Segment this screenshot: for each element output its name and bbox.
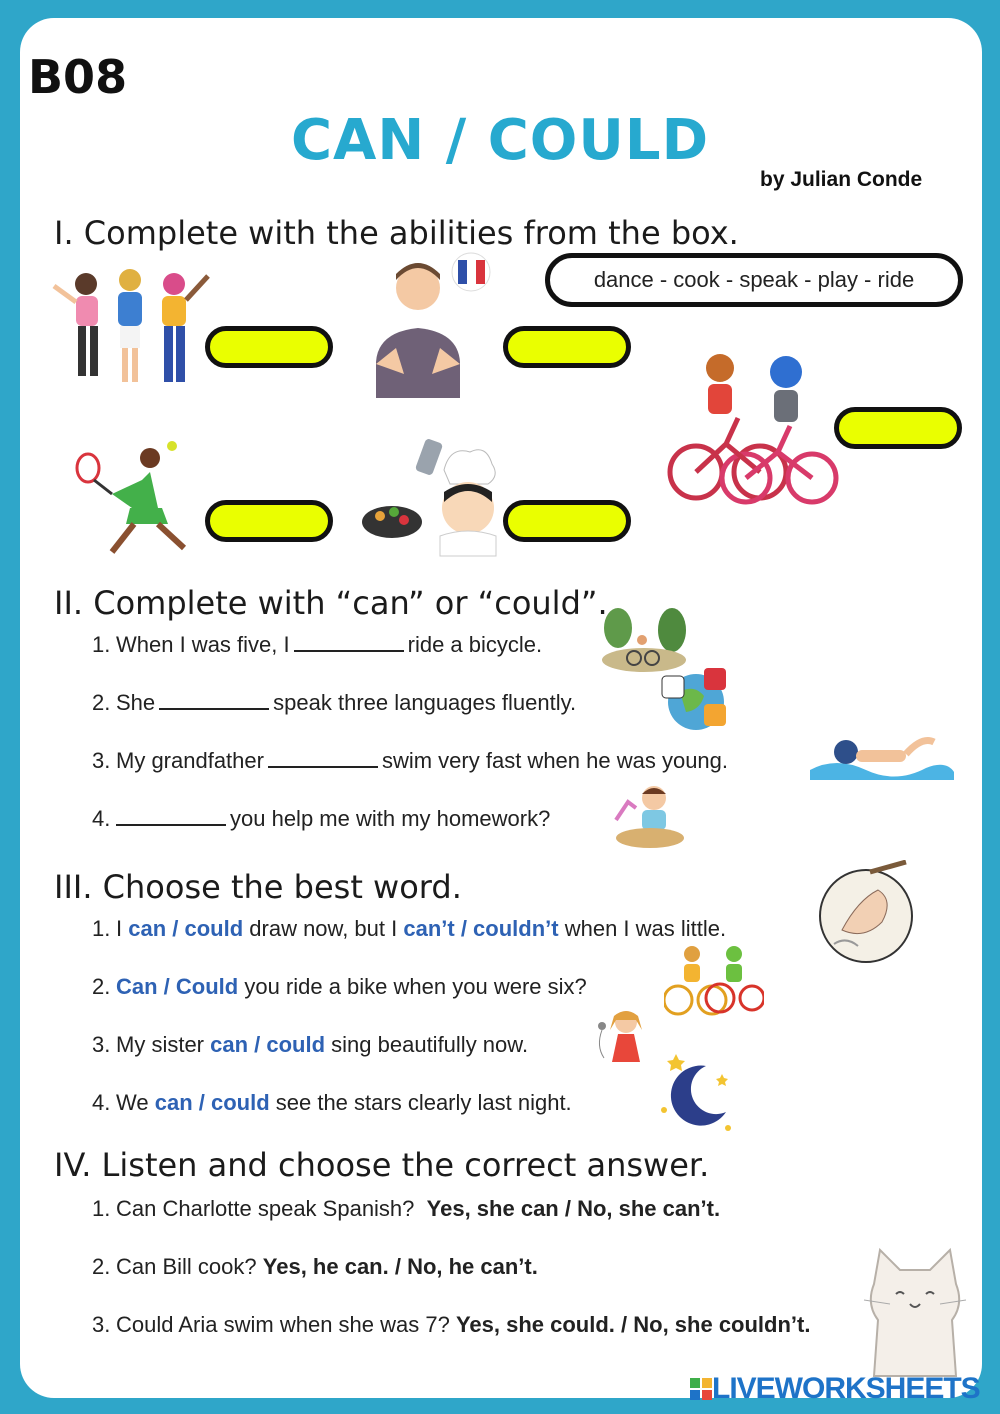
item-text: when I was little. (558, 916, 727, 941)
item-number: 1. (92, 1196, 111, 1221)
word-choice[interactable]: Can / Could (116, 974, 239, 999)
word-choice[interactable]: can / could (210, 1032, 326, 1057)
section-4-heading: IV. Listen and choose the correct answer. (54, 1146, 710, 1184)
tennis-player-image (72, 438, 200, 560)
item-text: We (116, 1090, 155, 1115)
item-text-before: When I was five, I (116, 632, 290, 657)
worksheet-code: B08 (28, 50, 128, 104)
page-title: CAN / COULD (290, 108, 710, 173)
kids-on-bikes-image (666, 348, 844, 508)
author-credit: by Julian Conde (760, 168, 923, 191)
choice-item (92, 974, 587, 1000)
item-text: you ride a bike when you were six? (238, 974, 587, 999)
liveworksheets-wordmark: LIVEWORKSHEETS (712, 1372, 980, 1405)
item-number: 3. (92, 748, 111, 773)
answer-choices[interactable]: Yes, she can / No, she can’t. (426, 1196, 721, 1221)
question-text: Can Charlotte speak Spanish? (116, 1196, 415, 1221)
fill-in-item (92, 806, 550, 832)
listening-item (92, 1254, 538, 1280)
item-text-after: speak three languages fluently. (273, 690, 577, 715)
answer-field-speak[interactable] (503, 326, 631, 368)
answer-field-ride[interactable] (834, 407, 962, 449)
singing-girl-image (592, 1006, 654, 1068)
fill-in-item (92, 632, 542, 658)
man-french-flag-image (368, 252, 492, 400)
item-number: 1. (92, 632, 111, 657)
item-number: 3. (92, 1032, 111, 1057)
listening-item (92, 1196, 720, 1222)
gap-blank[interactable] (159, 692, 269, 710)
answer-field-play[interactable] (205, 500, 333, 542)
section-3-heading: III. Choose the best word. (54, 868, 462, 906)
cat-image (860, 1244, 970, 1380)
fill-in-item (92, 748, 728, 774)
item-text-after: ride a bicycle. (407, 632, 543, 657)
listening-item (92, 1312, 810, 1338)
item-text: My sister (116, 1032, 211, 1057)
word-choice[interactable]: can / could (154, 1090, 270, 1115)
question-text: Can Bill cook? (116, 1254, 257, 1279)
gap-blank[interactable] (116, 808, 226, 826)
dancers-image (48, 262, 212, 394)
kids-bikes-small-image (664, 944, 764, 1018)
item-text: sing beautifully now. (325, 1032, 529, 1057)
item-text-before: She (116, 690, 156, 715)
liveworksheets-logo (690, 1372, 980, 1406)
item-number: 2. (92, 690, 111, 715)
item-text-after: you help me with my homework? (230, 806, 551, 831)
word-choice[interactable]: can / could (128, 916, 244, 941)
drawing-hand-image (818, 860, 916, 966)
item-text: I (116, 916, 129, 941)
item-text: see the stars clearly last night. (269, 1090, 572, 1115)
word-box: dance - cook - speak - play - ride (545, 253, 963, 307)
section-1-heading: I. Complete with the abilities from the box. (54, 214, 739, 252)
choice-item (92, 916, 726, 942)
moon-stars-image (656, 1048, 738, 1134)
gap-blank[interactable] (294, 634, 404, 652)
item-number: 4. (92, 806, 111, 831)
homework-image (612, 780, 688, 852)
choice-item (92, 1032, 528, 1058)
question-text: Could Aria swim when she was 7? (116, 1312, 450, 1337)
answer-choices[interactable]: Yes, he can. / No, he can’t. (262, 1254, 538, 1279)
item-text: draw now, but I (243, 916, 404, 941)
languages-globe-image (660, 666, 730, 732)
liveworksheets-logo-icon (690, 1378, 712, 1400)
chef-cooking-image (358, 432, 506, 558)
item-text-after: swim very fast when he was young. (381, 748, 729, 773)
swimmer-image (806, 730, 956, 786)
answer-field-cook[interactable] (503, 500, 631, 542)
item-text-before: My grandfather (116, 748, 264, 773)
item-number: 2. (92, 974, 111, 999)
item-number: 2. (92, 1254, 111, 1279)
item-number: 3. (92, 1312, 111, 1337)
fill-in-item (92, 690, 576, 716)
choice-item (92, 1090, 572, 1116)
answer-field-dance[interactable] (205, 326, 333, 368)
item-number: 1. (92, 916, 111, 941)
item-number: 4. (92, 1090, 111, 1115)
answer-choices[interactable]: Yes, she could. / No, she couldn’t. (455, 1312, 811, 1337)
gap-blank[interactable] (268, 750, 378, 768)
section-2-heading: II. Complete with “can” or “could”. (54, 584, 608, 622)
bike-park-image (600, 608, 688, 672)
word-choice[interactable]: can’t / couldn’t (403, 916, 559, 941)
